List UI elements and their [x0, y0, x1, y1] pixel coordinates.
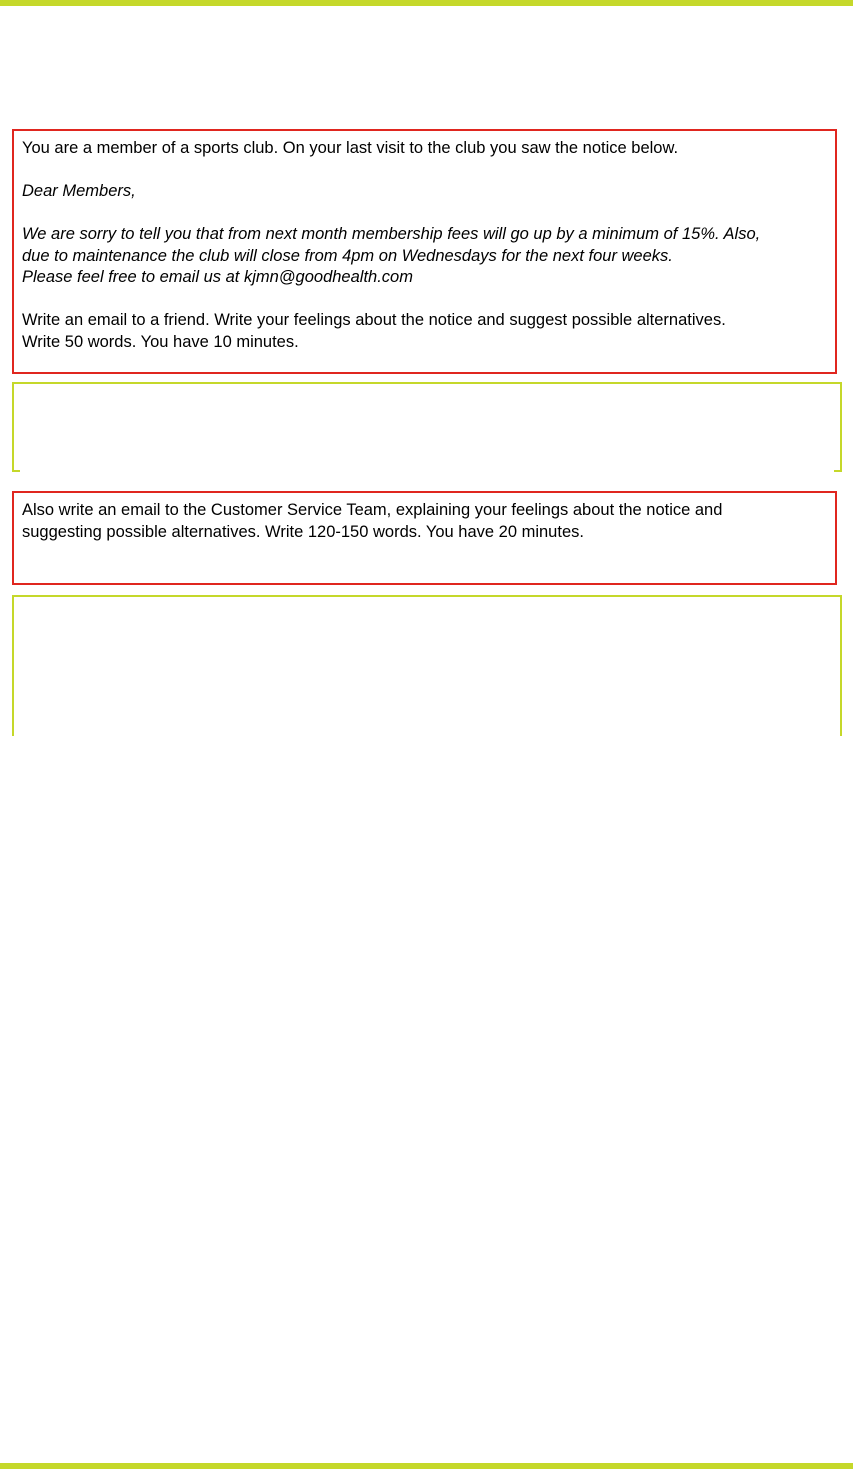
bottom-rule [0, 1463, 853, 1469]
notice-line-2: due to maintenance the club will close from 4pm on Wednesdays for the next four weeks. [22, 246, 673, 265]
notice-line-1: We are sorry to tell you that from next month membership fees will go up by a minimum of 15%. Also, [22, 225, 761, 243]
task-1-instruction-line-1: Write an email to a friend. Write your feelings about the notice and suggest possible alternatives. [22, 311, 726, 329]
notice-greeting: Dear Members, [22, 182, 136, 200]
task-2-box [12, 491, 837, 585]
task-1-instruction-line-2: Write 50 words. You have 10 minutes. [22, 332, 299, 351]
task-2-instruction-line-2: suggesting possible alternatives. Write 120-150 words. You have 20 minutes. [22, 522, 584, 541]
task-1-box [12, 129, 837, 374]
answer-area-1[interactable] [12, 382, 842, 470]
task-1-intro: You are a member of a sports club. On your last visit to the club you saw the notice below. [22, 139, 679, 157]
task-2-instruction-line-1: Also write an email to the Customer Service Team, explaining your feelings about the notice and [22, 501, 723, 519]
top-rule [0, 0, 853, 6]
notice-line-3: Please feel free to email us at kjmn@goodhealth.com [22, 268, 413, 286]
answer-area-2[interactable] [12, 595, 842, 736]
